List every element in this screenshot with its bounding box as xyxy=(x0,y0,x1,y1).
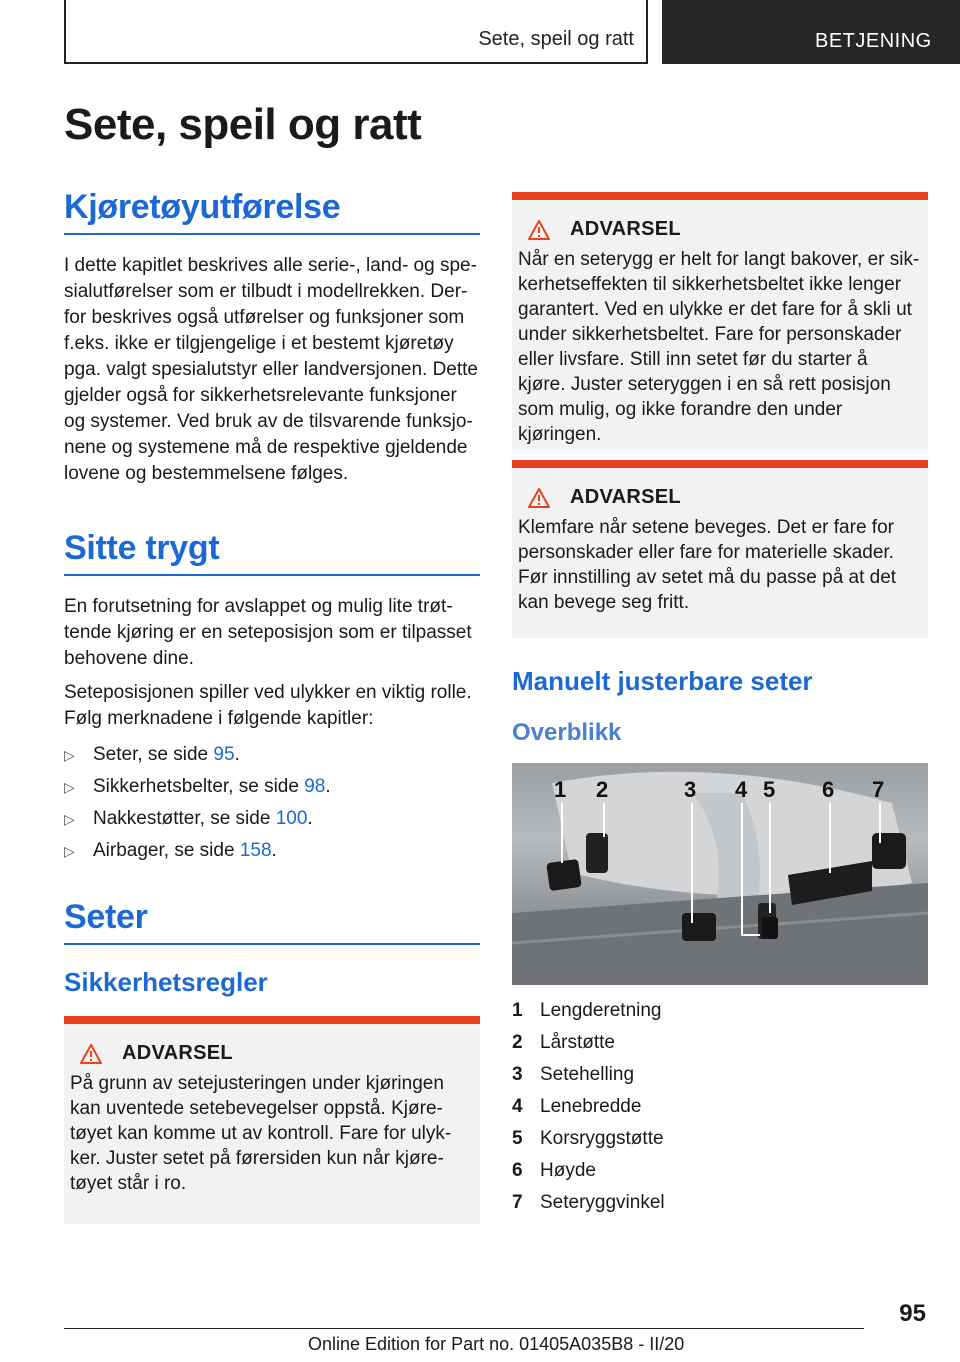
photo-label: 4 xyxy=(735,777,748,802)
seat-photo-illustration xyxy=(512,763,928,985)
list-item: ▷ Sikkerhetsbelter, se side 98. xyxy=(64,774,480,800)
legend-item xyxy=(512,1027,928,1059)
page-link[interactable]: 95 xyxy=(213,744,235,765)
legend-item xyxy=(512,995,928,1027)
warning-title: ADVARSEL xyxy=(122,1042,233,1064)
warning-title: ADVARSEL xyxy=(570,218,681,240)
legend-item xyxy=(512,1123,928,1155)
warning-box xyxy=(512,192,928,450)
bullet-triangle-icon: ▷ xyxy=(64,811,75,827)
seat-controls-legend xyxy=(512,995,928,1219)
warning-triangle-icon xyxy=(528,488,550,508)
warning-triangle-icon xyxy=(80,1044,102,1064)
photo-label: 1 xyxy=(554,777,567,802)
legend-label: Lengderetning xyxy=(540,1000,662,1021)
list-item-text: Sikkerhetsbelter, se side xyxy=(93,776,305,797)
bullet-triangle-icon: ▷ xyxy=(64,747,75,763)
warning-header xyxy=(70,1042,472,1065)
paragraph-vehicle-version: I dette kapitlet beskrives alle serie-, land- og spesialutførelser som er tilbudt i modellrekken. Derfor beskrives også utførelser og funksjoner som f.eks. ikke er tilgjengelige i et bestemt kjøretøy pga. valgt spesialutstyr eller landversjonen. Dette gjelder også for sikkerhetsrelevante funksjoner og systemer. Ved bruk av de tilsvarende funksjonene og systemene må de respektive gjeldende lovene og bestemmelsene følges. xyxy=(64,255,479,484)
legend-item xyxy=(512,1091,928,1123)
page-number: 95 xyxy=(899,1300,926,1327)
heading-safety-rules: Sikkerhetsregler xyxy=(64,967,268,997)
page-title: Sete, speil og ratt xyxy=(64,100,422,149)
page-link[interactable]: 158 xyxy=(239,840,272,861)
paragraph-sit-safely-1: En forutsetning for avslappet og mulig lite trøttende kjøring er en seteposisjon som er tilpasset behovene dine. xyxy=(64,596,472,669)
legend-item xyxy=(512,1059,928,1091)
list-item: ▷ Airbager, se side 158. xyxy=(64,838,480,864)
heading-vehicle-version: Kjøretøyutførelse xyxy=(64,188,480,235)
page-link[interactable]: 100 xyxy=(275,808,308,829)
chapter-reference-list xyxy=(64,742,480,864)
photo-label: 3 xyxy=(684,777,697,802)
list-item-text: Nakkestøtter, se side xyxy=(93,808,276,829)
legend-label: Lenebredde xyxy=(540,1096,642,1117)
warning-title: ADVARSEL xyxy=(570,486,681,508)
heading-overview: Overblikk xyxy=(512,719,622,746)
legend-number: 6 xyxy=(512,1160,523,1181)
footer-edition: Online Edition for Part no. 01405A035B8 - II/20 xyxy=(308,1334,685,1354)
right-column xyxy=(512,192,928,1219)
photo-label: 7 xyxy=(872,777,885,802)
legend-label: Høyde xyxy=(540,1160,596,1181)
photo-label: 5 xyxy=(763,777,776,802)
header-section-title: Sete, speil og ratt xyxy=(478,28,634,50)
photo-label: 6 xyxy=(822,777,835,802)
warning-triangle-icon xyxy=(528,220,550,240)
warning-text: På grunn av setejusteringen under kjøringen kan uventede setebevegelser oppstå. Kjøretøyet kan komme ut av kontroll. Fare for ulykker. Juster setet på førersiden kun når kjøretøyet står i ro. xyxy=(70,1073,452,1194)
legend-number: 1 xyxy=(512,1000,523,1021)
warning-header xyxy=(518,218,920,241)
legend-label: Setehelling xyxy=(540,1064,635,1085)
legend-label: Korsryggstøtte xyxy=(540,1128,664,1149)
photo-label: 2 xyxy=(596,777,609,802)
seat-controls-photo xyxy=(512,763,928,985)
heading-sit-safely: Sitte trygt xyxy=(64,529,480,576)
legend-item xyxy=(512,1155,928,1187)
heading-seats: Seter xyxy=(64,898,480,945)
legend-number: 3 xyxy=(512,1064,523,1085)
legend-number: 5 xyxy=(512,1128,523,1149)
footer-divider xyxy=(64,1328,864,1329)
bullet-triangle-icon: ▷ xyxy=(64,843,75,859)
list-item: ▷ Seter, se side 95. xyxy=(64,742,480,768)
list-item-text: Airbager, se side xyxy=(93,840,240,861)
page-link[interactable]: 98 xyxy=(304,776,326,797)
heading-manual-seats: Manuelt justerbare seter xyxy=(512,666,813,696)
paragraph-sit-safely-2: Seteposisjonen spiller ved ulykker en viktig rolle. Følg merknadene i følgende kapitler: xyxy=(64,682,472,729)
warning-box xyxy=(512,460,928,638)
header-chapter-tab[interactable] xyxy=(662,0,960,64)
legend-label: Seteryggvinkel xyxy=(540,1192,665,1213)
legend-label: Lårstøtte xyxy=(540,1032,615,1053)
list-item: ▷ Nakkestøtter, se side 100. xyxy=(64,806,480,832)
bullet-triangle-icon: ▷ xyxy=(64,779,75,795)
legend-number: 2 xyxy=(512,1032,523,1053)
legend-number: 7 xyxy=(512,1192,523,1213)
warning-box xyxy=(64,1016,480,1224)
legend-number: 4 xyxy=(512,1096,523,1117)
warning-header xyxy=(518,486,920,509)
warning-text: Klemfare når setene beveges. Det er fare for personskader eller fare for materielle skader. Før innstilling av setet må du passe på at det kan bevege seg fritt. xyxy=(518,517,897,613)
legend-item xyxy=(512,1187,928,1219)
left-column xyxy=(64,188,480,1224)
header-chapter-label: BETJENING xyxy=(815,30,932,52)
header-section-box xyxy=(64,0,648,64)
list-item-text: Seter, se side xyxy=(93,744,214,765)
warning-text: Når en seterygg er helt for langt bakover, er sikkerhetseffekten til sikkerhetsbeltet ikke lenger garantert. Ved en ulykke er det fare for å skli ut under sikkerhetsbeltet. Fare for personskader eller livsfare. Still inn setet før du starter å kjøre. Juster seteryggen i en så rett posisjon som mulig, og ikke forandre den under kjøringen. xyxy=(518,249,920,445)
